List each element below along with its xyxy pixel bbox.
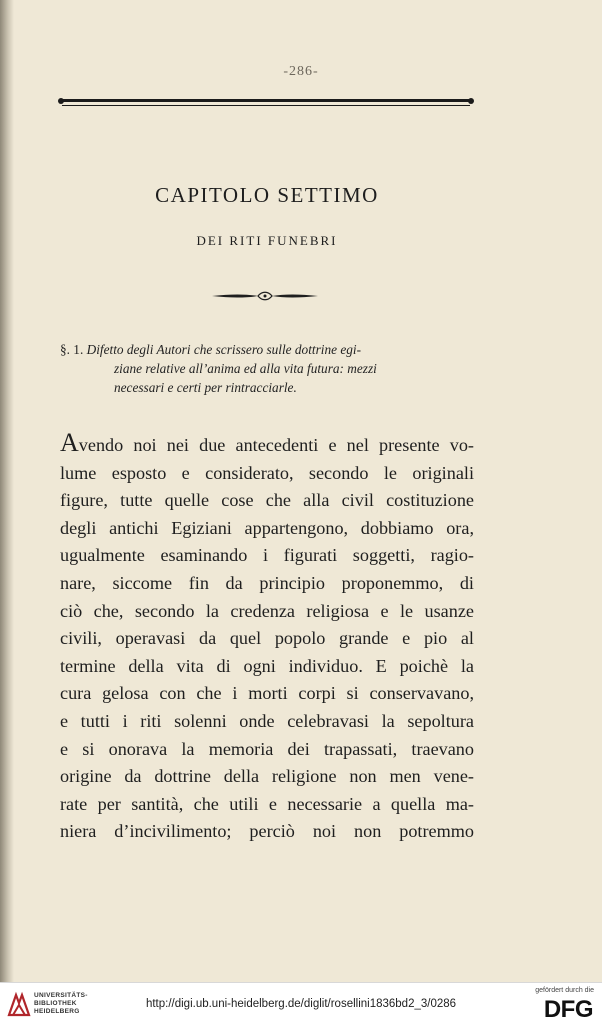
drop-letter: A: [60, 428, 79, 457]
body-line: origine da dottrine della religione non men vene-: [60, 766, 474, 787]
viewer-footer: [0, 982, 602, 1026]
body-line: cura gelosa con che i morti corpi si conservavano,: [60, 683, 474, 704]
university-library-name: UNIVERSITÄTS- BIBLIOTHEK HEIDELBERG: [34, 992, 88, 1015]
ornament-divider: [210, 290, 320, 302]
summary-line: ziane relative all’anima ed alla vita futura: mezzi: [114, 361, 377, 376]
summary-line: §. 1. Difetto degli Autori che scrissero sulle dottrine egi-: [60, 342, 362, 357]
body-line: termine della vita di ogni individuo. E poichè la: [60, 655, 474, 676]
chapter-title: CAPITOLO SETTIMO: [155, 183, 379, 207]
summary-line: necessari e certi per rintracciarle.: [114, 380, 297, 395]
body-line: nare, siccome fin da principio proponemmo, di: [60, 572, 474, 593]
page-binding-edge: [0, 0, 14, 982]
sponsor-caption: gefördert durch die: [535, 987, 594, 994]
body-line: ciò che, secondo la credenza religiosa e le usanze: [60, 600, 474, 621]
body-line: niera d’incivilimento; perciò noi non potremmo: [60, 821, 474, 842]
body-line: rate per santità, che utili e necessarie a quella ma-: [60, 793, 474, 814]
body-line: e tutti i riti solenni onde celebravasi la sepoltura: [60, 710, 474, 731]
body-line: ugualmente esaminando i figurati soggetti, ragio-: [60, 545, 474, 566]
body-line: Avendo noi nei due antecedenti e nel presente vo-: [60, 428, 474, 457]
body-line: lume esposto e considerato, secondo le originali: [60, 462, 474, 483]
document-url-link[interactable]: http://digi.ub.uni-heidelberg.de/diglit/rosellini1836bd2_3/0286: [145, 998, 457, 1010]
section-mark: §. 1.: [60, 342, 84, 357]
dfg-logo[interactable]: DFG: [543, 996, 593, 1023]
section-summary: [60, 340, 470, 397]
body-line: civili, operavasi da quel popolo grande e pio al: [60, 628, 474, 649]
page-number: -286-: [283, 64, 319, 79]
body-line: e si onorava la memoria dei trapassati, traevano: [60, 738, 474, 759]
chapter-subtitle: DEI RITI FUNEBRI: [196, 233, 338, 248]
body-text: [60, 428, 474, 846]
body-line: degli antichi Egiziani appartengono, dobbiamo ora,: [60, 517, 474, 538]
header-rule: [62, 99, 470, 106]
body-line: figure, tutte quelle cose che alla civil costituzione: [60, 490, 474, 511]
